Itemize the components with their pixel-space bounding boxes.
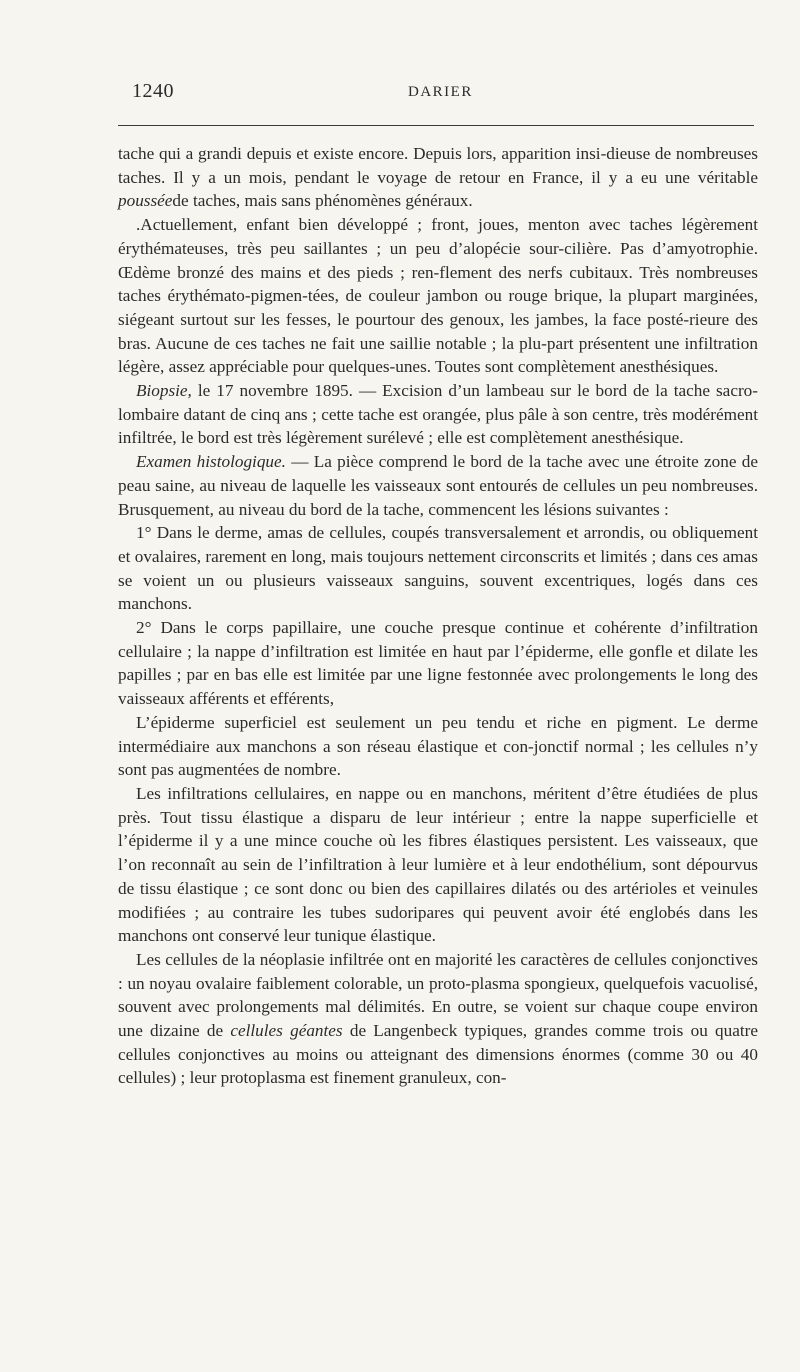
text-run: Les cellules de la néoplasie infiltrée ont en majorité les caractères de cellules conjonctives : un noyau ovalaire faiblement colorable, un proto-plasma spongieux, quelquefois vacuolisé, souvent avec prolongements mal délimités. En outre, se voient sur chaque coupe environ une dizaine de [118, 949, 758, 1041]
text-run: tache qui a grandi depuis et existe encore. Depuis lors, apparition insi-dieuse de nombreuses taches. Il y a un mois, pendant le voyage de retour en France, il y a eu une véritable [118, 144, 758, 187]
paragraph [118, 379, 758, 450]
text-run: 1° Dans le derme, amas de cellules, coupés transversalement et arrondis, ou obliquement et ovalaires, rarement en long, mais toujours nettement circonscrits et limités ; dans ces amas se voient un ou plusieurs vaisseaux sanguins, souvent excentriques, logés dans ces manchons. [118, 523, 758, 614]
italic-text: cellules géantes [230, 1021, 343, 1041]
paragraph [118, 521, 758, 616]
italic-text: poussée [118, 191, 173, 211]
text-run: L’épiderme superficiel est seulement un peu tendu et riche en pigment. Le derme intermédiaire aux manchons a son réseau élastique et con-jonctif normal ; les cellules n’y sont pas augmentées de nombre. [118, 712, 758, 780]
paragraph [118, 213, 758, 379]
page-header [118, 78, 758, 112]
text-run: — La pièce comprend le bord de la tache avec une étroite zone de peau saine, au niveau de laquelle les vaisseaux sont entourés de cellules un peu nombreuses. Brusquement, au niveau du bord de la tache, commencent les lésions suivantes : [118, 452, 758, 519]
running-head: DARIER [408, 84, 473, 100]
page-number: 1240 [132, 80, 174, 102]
body-text [118, 142, 758, 1090]
italic-text: Examen histologique. [136, 452, 286, 472]
text-run: .Actuellement, enfant bien développé ; front, joues, menton avec taches légèrement érythémateuses, très peu saillantes ; un peu d’alopécie sour-cilière. Pas d’amyotrophie. Œdème bronzé des mains et des pieds ; ren-flement des nerfs cubitaux. Très nombreuses taches érythémato-pigmen-tées, de couleur jambon ou rouge brique, la plupart marginées, siégeant surtout sur les fesses, le pourtour des genoux, les jambes, la face posté-rieure des bras. Aucune de ces taches ne fait une saillie notable ; la plu-part présentent une infiltration légère, assez appréciable pour quelques-unes. Toutes sont complètement anesthésiques. [118, 215, 758, 377]
text-run: le 17 novembre 1895. — Excision d’un lambeau sur le bord de la tache sacro-lombaire datant de cinq ans ; cette tache est orangée, plus pâle à son centre, très modérément infiltrée, le bord est très légèrement surélevé ; elle est complètement anesthésique. [118, 381, 758, 448]
text-run: 2° Dans le corps papillaire, une couche presque continue et cohérente d’infiltration cellulaire ; la nappe d’infiltration est limitée en haut par l’épiderme, elle gonfle et dilate les papilles ; par en bas elle est limitée par une ligne festonnée avec prolongements le long des vaisseaux afférents et efférents, [118, 618, 758, 709]
paragraph [118, 711, 758, 782]
text-run: de Langenbeck typiques, grandes comme trois ou quatre cellules conjonctives au moins ou atteignant des dimensions énormes (comme 30 ou 40 cellules) ; leur protoplasma est finement granuleux, con- [118, 1021, 758, 1088]
paragraph [118, 948, 758, 1090]
text-run: de taches, mais sans phénomènes généraux. [172, 191, 473, 211]
text-run: Les infiltrations cellulaires, en nappe ou en manchons, méritent d’être étudiées de plus près. Tout tissu élastique a disparu de leur intérieur ; entre la nappe superficielle et l’épiderme il y a une mince couche où les fibres élastiques persistent. Les vaisseaux, que l’on reconnaît au sein de l’infiltration à leur lumière et à leur endothélium, sont dépourvus de tissu élastique ; ce sont donc ou bien des capillaires dilatés ou des artérioles et veinules modifiées ; au contraire les tubes sudoripares qui peuvent avoir été englobés dans les manchons ont conservé leur tunique élastique. [118, 783, 758, 946]
paragraph [118, 142, 758, 213]
header-rule [118, 125, 754, 126]
paragraph [118, 616, 758, 711]
italic-text: Biopsie, [136, 381, 192, 401]
paragraph [118, 782, 758, 948]
paragraph [118, 450, 758, 521]
